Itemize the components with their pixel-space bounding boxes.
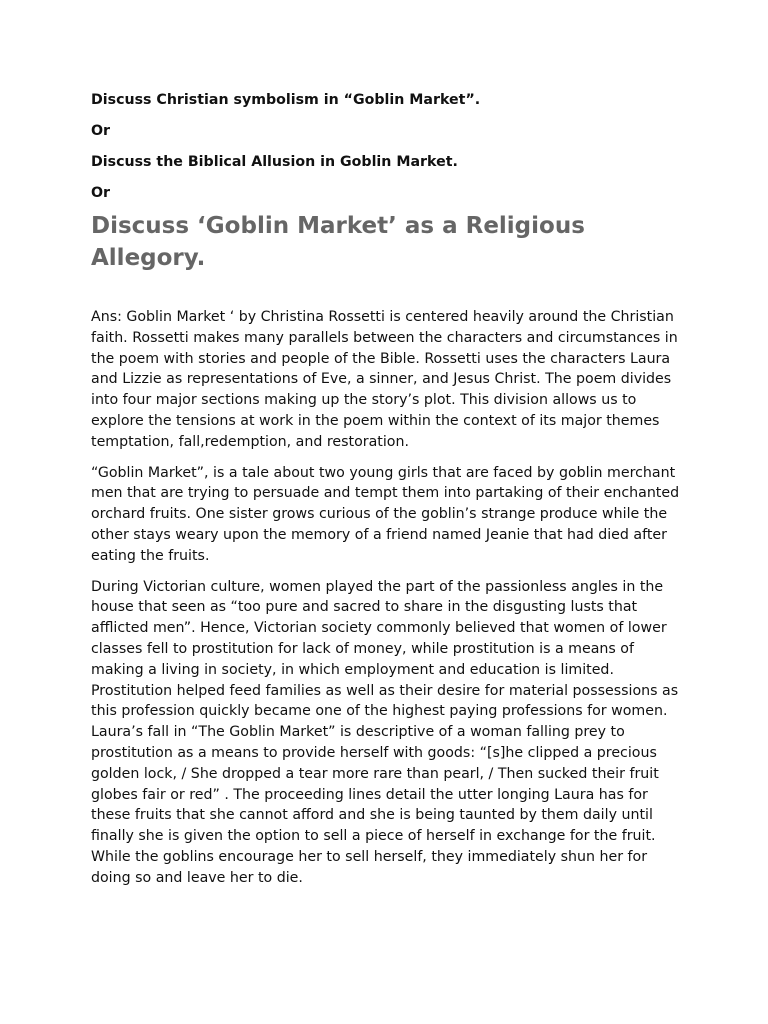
question-2: Discuss the Biblical Allusion in Goblin Market.: [91, 154, 458, 170]
document-body: [91, 90, 686, 889]
answer-paragraph-2: “Goblin Market”, is a tale about two young girls that are faced by goblin merchant men that are trying to persuade and tempt them into partaking of their enchanted orchard fruits. One sister grows curious of the goblin’s strange produce while the other stays weary upon the memory of a friend named Jeanie that had died after eating the fruits.: [91, 464, 680, 564]
question-1: Discuss Christian symbolism in “Goblin Market”.: [91, 92, 481, 108]
or-separator-2: Or: [91, 185, 111, 201]
answer-paragraph-1: Ans: Goblin Market ‘ by Christina Rossetti is centered heavily around the Christian faith. Rossetti makes many parallels between the characters and circumstances in the poem with stories and people of the Bible. Rossetti uses the characters Laura and Lizzie as representations of Eve, a sinner, and Jesus Christ. The poem divides into four major sections making up the story’s plot. This division allows us to explore the tensions at work in the poem within the context of its major themes temptation, fall,redemption, and restoration.: [91, 309, 678, 450]
or-separator-1: Or: [91, 123, 111, 139]
main-heading: Discuss ‘Goblin Market’ as a Religious Allegory.: [91, 213, 585, 271]
answer-paragraph-3: During Victorian culture, women played the part of the passionless angles in the house that seen as “too pure and sacred to share in the disgusting lusts that afflicted men”. Hence, Victorian society commonly believed that women of lower classes fell to prostitution for lack of money, while prostitution is a means of making a living in society, in which employment and education is limited. Prostitution helped feed families as well as their desire for material possessions as this profession quickly became one of the highest paying professions for women. Laura’s fall in “The Goblin Market” is descriptive of a woman falling prey to prostitution as a means to provide herself with goods: “[s]he clipped a precious golden lock, / She dropped a tear more rare than pearl, / Then sucked their fruit globes fair or red” . The proceeding lines detail the utter longing Laura has for these fruits that she cannot afford and she is being taunted by them daily until finally she is given the option to sell a piece of herself in exchange for the fruit. While the goblins encourage her to sell herself, they immediately shun her for doing so and leave her to die.: [91, 578, 679, 886]
